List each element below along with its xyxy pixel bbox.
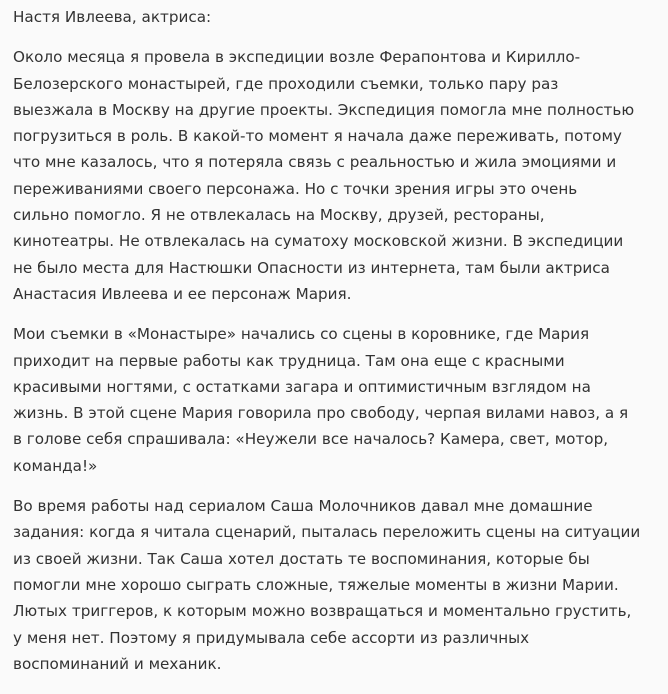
article-body <box>13 0 661 677</box>
text-line: приходит на первые работы как трудница. Там она еще с красными <box>13 351 565 370</box>
text-line: выезжала в Москву на другие проекты. Экспедиция помогла мне полностью <box>13 100 635 119</box>
speaker-line: Настя Ивлеева, актриса: <box>13 8 212 26</box>
paragraph-expedition <box>13 44 661 307</box>
text-line: что мне казалось, что я потеряла связь с реальностью и жила эмоциями и <box>13 153 617 172</box>
text-line: задания: когда я читала сценарий, пыталась переложить сцены на ситуации <box>13 523 641 542</box>
text-line: переживаниями своего персонажа. Но с точки зрения игры это очень <box>13 179 578 198</box>
text-line: Лютых триггеров, к которым можно возвращаться и моментально грустить, <box>13 602 632 621</box>
text-line: в голове себя спрашивала: «Неужели все началось? Камера, свет, мотор, <box>13 430 609 449</box>
text-line: жизнь. В этой сцене Мария говорила про свободу, черпая вилами навоз, а я <box>13 404 629 423</box>
text-line: помогли мне хорошо сыграть сложные, тяжелые моменты в жизни Марии. <box>13 575 619 594</box>
text-line: у меня нет. Поэтому я придумывала себе ассорти из различных <box>13 628 530 647</box>
text-line: красивыми ногтями, с остатками загара и оптимистичным взглядом на <box>13 377 591 396</box>
text-line: Во время работы над сериалом Саша Молочников давал мне домашние <box>13 497 593 516</box>
text-line: воспоминаний и механик. <box>13 654 222 673</box>
text-line: кинотеатры. Не отвлекалась на суматоху московской жизни. В экспедиции <box>13 232 624 251</box>
text-line: сильно помогло. Я не отвлекалась на Москву, друзей, рестораны, <box>13 206 545 225</box>
text-line: Анастасия Ивлеева и ее персонаж Мария. <box>13 284 352 303</box>
paragraph-first-scene <box>13 321 661 479</box>
text-line: Белозерского монастырей, где проходили съемки, только пару раз <box>13 74 559 93</box>
text-line: погрузиться в роль. В какой-то момент я начала даже переживать, потому <box>13 127 622 146</box>
text-line: не было места для Настюшки Опасности из интернета, там были актриса <box>13 258 610 277</box>
text-line: Мои съемки в «Монастыре» начались со сцены в коровнике, где Мария <box>13 325 590 344</box>
text-line: Около месяца я провела в экспедиции возле Ферапонтова и Кирилло- <box>13 48 581 67</box>
text-line: из своей жизни. Так Саша хотел достать те воспоминания, которые бы <box>13 549 590 568</box>
paragraph-homework <box>13 493 661 677</box>
text-line: команда!» <box>13 456 98 475</box>
